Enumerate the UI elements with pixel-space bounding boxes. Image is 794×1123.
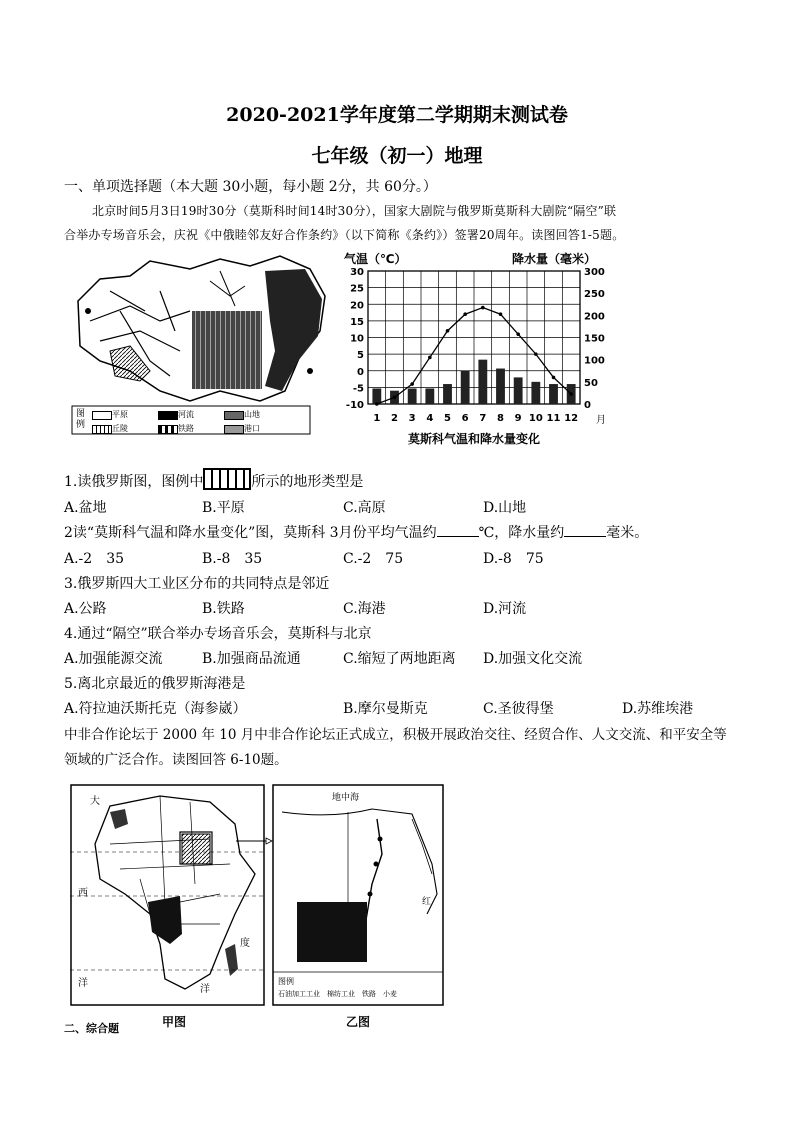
y-left-tick-label: 15 (350, 316, 364, 328)
legend-hill: 丘陵 (92, 423, 158, 434)
section2-intro-line-2: 领域的广泛合作。读图回答 6-10题。 (64, 752, 288, 768)
y-left-tick-label: -5 (352, 383, 364, 395)
q2-option-a[interactable]: A.-2 35 (64, 551, 125, 567)
precipitation-bar (514, 377, 523, 404)
y-left-tick-label: 25 (350, 283, 364, 295)
russia-map-legend (92, 409, 302, 434)
y-right-tick-label: 250 (584, 289, 605, 301)
q2-option-d[interactable]: D.-8 75 (483, 551, 544, 567)
x-tick-label: 8 (497, 413, 504, 424)
map-b-legend-title: 图例 (278, 977, 294, 986)
temperature-point (481, 306, 485, 310)
precipitation-bar (425, 388, 434, 404)
map-a-label-ocean-2: 西 (78, 888, 88, 899)
legend-mountain: 山地 (224, 409, 290, 420)
y-right-tick-label: 150 (584, 333, 605, 345)
q3-option-c[interactable]: C.海港 (343, 601, 386, 617)
q2-blank-temp[interactable] (437, 524, 479, 537)
temperature-point (552, 376, 556, 380)
precipitation-bar (531, 382, 540, 404)
x-tick-label: 2 (391, 413, 398, 424)
temperature-point (393, 396, 397, 400)
map-b-legend: 石油加工工业 棉纺工业 铁路 小麦 (278, 990, 397, 998)
map-a-label-ocean-5: 度 (240, 938, 250, 949)
temperature-point (534, 352, 538, 356)
q4-option-b[interactable]: B.加强商品流通 (202, 651, 301, 667)
climate-chart-svg (338, 249, 610, 449)
map-a-label-ocean-3: 洋 (78, 978, 88, 989)
q1-option-a[interactable]: A.盆地 (64, 500, 107, 516)
q4-option-d[interactable]: D.加强文化交流 (483, 651, 583, 667)
africa-map-b (272, 784, 444, 1006)
cut-off-text: 二、综合题 (64, 1022, 119, 1035)
q4-stem: 4.通过“隔空”联合举办专场音乐会，莫斯科与北京 (64, 626, 372, 642)
temperature-point (410, 382, 414, 386)
russia-map-legend-title: 图 例 (76, 409, 86, 430)
x-tick-label: 9 (514, 413, 522, 424)
q2-option-c[interactable]: C.-2 75 (343, 551, 404, 567)
precipitation-bar (408, 388, 417, 404)
legend-symbol-icon (203, 468, 251, 490)
y-right-tick-label: 50 (584, 377, 598, 389)
q3-option-a[interactable]: A.公路 (64, 601, 107, 617)
precipitation-bar (496, 369, 505, 404)
temperature-point (446, 329, 450, 333)
x-tick-label: 7 (479, 413, 487, 424)
q2-stem: 2读“莫斯科气温和降水量变化”图，莫斯科 3月份平均气温约 ℃，降水量约 毫米。 (64, 525, 649, 541)
x-tick-label: 12 (564, 413, 579, 424)
map-b-caption: 乙图 (346, 1015, 371, 1029)
y-left-tick-label: 30 (350, 267, 364, 278)
y-left-tick-label: 10 (350, 333, 364, 345)
temperature-point (516, 332, 520, 336)
climate-chart (338, 249, 610, 449)
legend-plain: 平原 (92, 409, 158, 420)
q5-stem: 5.离北京最近的俄罗斯海港是 (64, 676, 246, 692)
temperature-point (428, 356, 432, 360)
q1-option-d[interactable]: D.山地 (483, 500, 527, 516)
y-left-tick-label: -10 (345, 400, 364, 411)
y-right-tick-label: 0 (584, 400, 591, 411)
legend-port: 港口 (224, 423, 290, 434)
y-right-tick-label: 100 (584, 355, 605, 367)
q4-option-c[interactable]: C.缩短了两地距离 (343, 651, 456, 667)
x-tick-label: 11 (546, 413, 561, 424)
precipitation-bar (372, 388, 381, 404)
x-tick-label: 4 (426, 413, 434, 424)
y-left-tick-label: 5 (357, 350, 364, 362)
russia-map (70, 251, 335, 436)
q1-option-b[interactable]: B.平原 (202, 500, 245, 516)
map-a-label-ocean-1: 大 (90, 796, 100, 807)
precipitation-bar (461, 371, 470, 404)
q5-option-a[interactable]: A.符拉迪沃斯托克（海参崴） (64, 701, 247, 717)
temperature-point (463, 312, 467, 316)
x-tick-label: 3 (408, 413, 416, 424)
y-left-tick-label: 0 (357, 366, 364, 378)
right-axis-title: 降水量（毫米） (512, 252, 597, 266)
precipitation-bar (549, 384, 558, 404)
y-right-tick-label: 300 (584, 267, 605, 278)
zoom-arrow-icon (236, 829, 272, 835)
legend-river: 河流 (158, 409, 224, 420)
map-b-sea-label: 地中海 (332, 793, 360, 803)
q3-stem: 3.俄罗斯四大工业区分布的共同特点是邻近 (64, 576, 330, 592)
y-left-tick-label: 20 (350, 300, 364, 312)
x-tick-label: 10 (528, 413, 543, 424)
temperature-point (375, 402, 379, 406)
exam-subtitle: 七年级（初一）地理 (311, 145, 483, 167)
section-heading: 一、单项选择题（本大题 30小题，每小题 2分，共 60分。） (64, 179, 437, 195)
x-tick-label: 1 (373, 413, 381, 424)
q2-blank-precip[interactable] (564, 524, 606, 537)
temperature-point (499, 312, 503, 316)
map-a-caption: 甲图 (162, 1015, 187, 1029)
chart-caption: 莫斯科气温和降水量变化 (407, 432, 541, 446)
africa-map-a (70, 784, 265, 1006)
map-a-label-ocean-4: 洋 (200, 984, 210, 995)
intro-line-2: 合举办专场音乐会，庆祝《中俄睦邻友好合作条约》（以下简称《条约》）签署20周年。读图回答1-5题。 (64, 228, 625, 242)
q2-option-b[interactable]: B.-8 35 (202, 551, 263, 567)
q3-option-b[interactable]: B.铁路 (202, 601, 245, 617)
x-tick-label: 6 (461, 413, 469, 424)
q5-option-d[interactable]: D.苏维埃港 (622, 701, 694, 717)
x-tick-label: 5 (444, 413, 451, 424)
q5-option-b[interactable]: B.摩尔曼斯克 (343, 701, 428, 717)
map-b-sea-side-label: 红 (422, 897, 432, 907)
precipitation-bar (443, 384, 452, 404)
section2-intro-line-1: 中非合作论坛于 2000 年 10 月中非合作论坛正式成立，积极开展政治交往、经贸合作、人文交流、和平安全等 (64, 727, 727, 743)
q1-option-c[interactable]: C.高原 (343, 500, 386, 516)
q5-option-c[interactable]: C.圣彼得堡 (483, 701, 554, 717)
left-axis-title: 气温（℃） (344, 252, 407, 266)
intro-line-1: 北京时间5月3日19时30分（莫斯科时间14时30分），国家大剧院与俄罗斯莫斯科大剧院“隔空”联 (92, 204, 617, 218)
precipitation-bar (478, 360, 487, 404)
month-unit: 月 (596, 415, 606, 426)
temperature-point (569, 392, 573, 396)
q4-option-a[interactable]: A.加强能源交流 (64, 651, 163, 667)
q1-stem: 1.读俄罗斯图，图例中 所示的地形类型是 (64, 471, 363, 491)
q3-option-d[interactable]: D.河流 (483, 601, 527, 617)
exam-title: 2020-2021学年度第二学期期末测试卷 (226, 104, 568, 126)
y-right-tick-label: 200 (584, 311, 605, 323)
legend-railway: 铁路 (158, 423, 224, 434)
